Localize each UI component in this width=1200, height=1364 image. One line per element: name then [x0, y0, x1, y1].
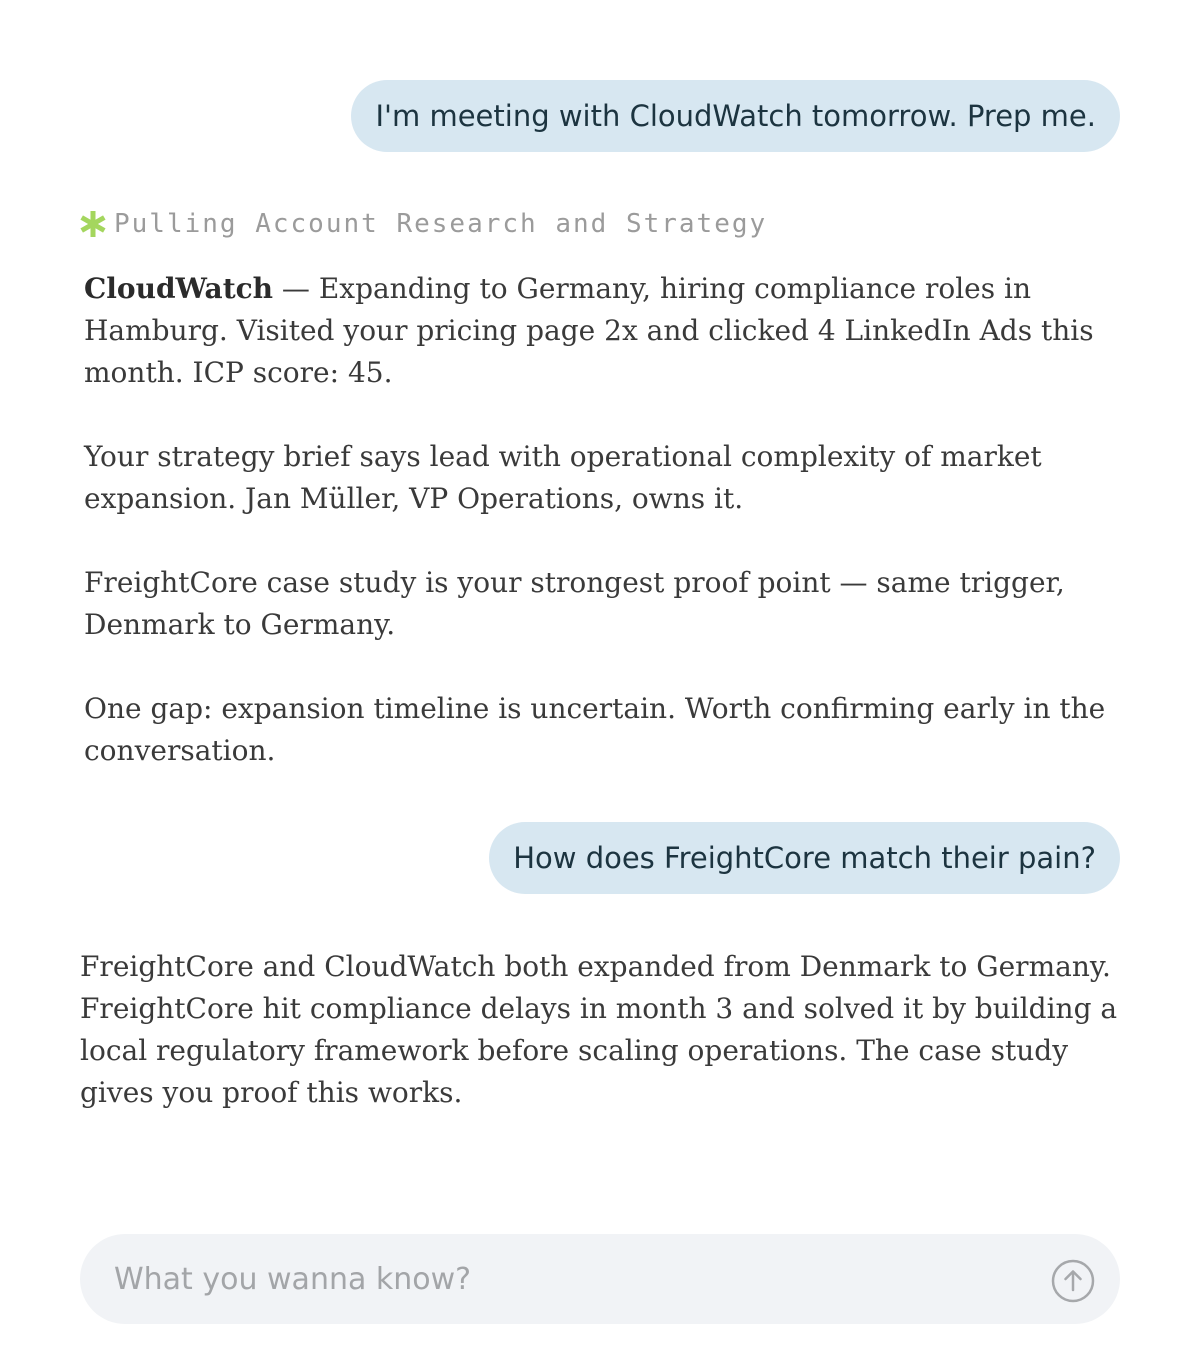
message-composer	[80, 1234, 1120, 1324]
message-input[interactable]	[114, 1234, 1014, 1324]
user-message-text: How does FreightCore match their pain?	[513, 841, 1096, 875]
company-name: CloudWatch	[84, 272, 274, 305]
asterisk-icon	[78, 209, 108, 239]
user-message	[351, 80, 1120, 152]
send-button[interactable]	[1050, 1258, 1096, 1304]
reply-paragraph: One gap: expansion timeline is uncertain. Worth confirming early in the conversation.	[84, 692, 1106, 767]
reply-paragraph: FreightCore and CloudWatch both expanded from Denmark to Germany. FreightCore hit compliance delays in month 3 and solved it by building a local regulatory framework before scaling operations. The case study gives you proof this works.	[80, 950, 1118, 1109]
user-message	[489, 822, 1120, 894]
arrow-up-circle-icon	[1050, 1291, 1096, 1308]
assistant-reply	[84, 268, 1124, 772]
reply-paragraph: FreightCore case study is your strongest proof point — same trigger, Denmark to Germany.	[84, 566, 1065, 641]
user-message-text: I'm meeting with CloudWatch tomorrow. Prep me.	[375, 99, 1096, 133]
tool-status-text: Pulling Account Research and Strategy	[114, 209, 768, 239]
assistant-reply	[80, 946, 1120, 1114]
tool-status	[78, 204, 767, 244]
reply-paragraph: Your strategy brief says lead with operational complexity of market expansion. Jan Müller, VP Operations, owns it.	[84, 440, 1042, 515]
reply-paragraph-text: — Expanding to Germany, hiring compliance roles in Hamburg. Visited your pricing page 2x and clicked 4 LinkedIn Ads this month. ICP score: 45.	[84, 272, 1094, 389]
reply-paragraph	[84, 268, 1124, 394]
